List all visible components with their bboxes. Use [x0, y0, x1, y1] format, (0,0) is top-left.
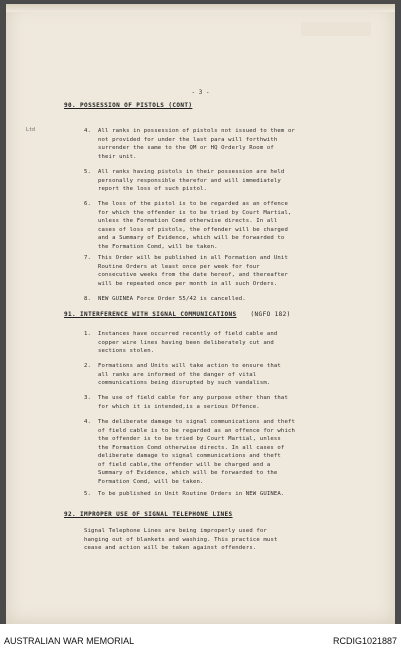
text-line: The deliberate damage to signal communications and theft: [98, 419, 295, 425]
item-91-3-label: 3.: [84, 395, 92, 401]
item-90-5-text: [98, 168, 284, 194]
archive-footer: [0, 624, 401, 654]
page-number: - 3 -: [191, 89, 210, 96]
footer-institution: AUSTRALIAN WAR MEMORIAL: [4, 636, 135, 646]
text-line: The loss of the pistol is to be regarded as an offence: [98, 201, 288, 207]
item-91-2-label: 2.: [84, 363, 92, 369]
text-line: consecutive weeks from the date hereof, and thereafter: [98, 272, 288, 278]
text-line: hanging out of blankets and washing. This practice must: [84, 536, 278, 543]
text-line: This Order will be published in all Formation and Unit: [98, 255, 288, 261]
item-91-5-label: 5.: [84, 491, 92, 497]
text-line: personally responsible therefor and will immediately: [98, 177, 281, 184]
text-line: cease and action will be taken against offenders.: [84, 545, 257, 551]
text-line: report the loss of such pistol.: [98, 186, 208, 192]
faded-stamp: [301, 22, 371, 36]
text-line: The use of field cable for any purpose other than that: [98, 395, 288, 401]
text-line: unless the Formation Comd otherwise directs. In all: [98, 218, 278, 224]
section-91-ref: (NGFO 182): [250, 311, 291, 318]
text-line: will be repeated once per month in all such Orders.: [98, 280, 278, 287]
item-91-5-text: To be published in Unit Routine Orders in NEW GUINEA.: [98, 491, 285, 497]
item-90-8-text: NEW GUINEA Force Order 55/42 is cancelled.: [98, 296, 246, 302]
text-line: for which the offender is to be tried by Court Martial,: [98, 209, 292, 216]
item-90-7-label: 7.: [84, 255, 92, 261]
section-92-heading: [64, 511, 233, 519]
item-90-6-label: 6.: [84, 201, 92, 207]
text-line: of field cable,the offender will be charged and a: [98, 461, 271, 468]
text-line: Signal Telephone Lines are being improperly used for: [84, 528, 267, 534]
item-92-text: [84, 527, 277, 553]
section-92-title: 92. IMPROPER USE OF SIGNAL TELEPHONE LINES: [64, 511, 233, 518]
text-line: the offender is to be tried by Court Martial, unless: [98, 436, 281, 442]
text-line: copper wire lines having been deliberately cut and: [98, 339, 274, 346]
text-line: Routine Orders at least once per week for four: [98, 263, 260, 270]
section-91-heading: [64, 311, 291, 319]
text-line: communications being disrupted by such vandalism.: [98, 380, 271, 386]
text-line: all ranks are informed of the danger of vital: [98, 371, 257, 378]
item-91-3-text: [98, 394, 288, 411]
text-line: and a Summary of Evidence, which will be forwarded to: [98, 235, 285, 241]
text-line: sections stolen.: [98, 348, 155, 354]
document-page: [6, 4, 395, 624]
text-line: not provided for under the last para will forthwith: [98, 136, 278, 143]
text-line: Formations and Units will take action to ensure that: [98, 363, 281, 369]
text-line: for which it is intended,is a serious Offence.: [98, 403, 260, 410]
text-line: surrender the same to the QM or HQ Orderly Room of: [98, 145, 274, 151]
item-91-4-text: [98, 418, 295, 486]
item-91-1-label: 1.: [84, 331, 92, 337]
section-90-title: 90. POSSESSION OF PISTOLS (CONT): [64, 102, 193, 109]
text-line: Summary of Evidence, which will be forwarded to the: [98, 470, 278, 476]
section-90-heading: [64, 102, 192, 110]
item-90-8-label: 8.: [84, 296, 92, 302]
footer-record-id: RCDIG1021887: [332, 636, 397, 646]
item-90-5-label: 5.: [84, 169, 92, 175]
item-91-1-text: [98, 330, 277, 356]
text-line: Instances have occurred recently of field cable and: [98, 331, 278, 337]
text-line: deliberate damage to signal communications and theft: [98, 453, 281, 459]
item-90-7-text: [98, 254, 288, 288]
margin-annotation: Ltd: [26, 127, 36, 133]
section-91-title: 91. INTERFERENCE WITH SIGNAL COMMUNICATIONS: [64, 311, 237, 318]
text-line: All ranks having pistols in their possession are held: [98, 169, 285, 175]
text-line: cases of loss of pistols, the offender will be charged: [98, 226, 288, 233]
text-line: of field cable is to be regarded as an offence for which: [98, 427, 295, 434]
item-90-4-label: 4.: [84, 128, 92, 134]
item-91-4-label: 4.: [84, 419, 92, 425]
text-line: the Formation Comd, will be taken.: [98, 243, 218, 250]
text-line: Formation Comd, will be taken.: [98, 478, 204, 485]
item-90-4-text: [98, 127, 295, 161]
item-91-2-text: [98, 362, 281, 388]
text-line: All ranks in possession of pistols not issued to them or: [98, 128, 295, 134]
text-line: their unit.: [98, 153, 137, 160]
item-90-6-text: [98, 200, 291, 251]
text-line: the Formation Comd otherwise directs. In all cases of: [98, 444, 285, 451]
